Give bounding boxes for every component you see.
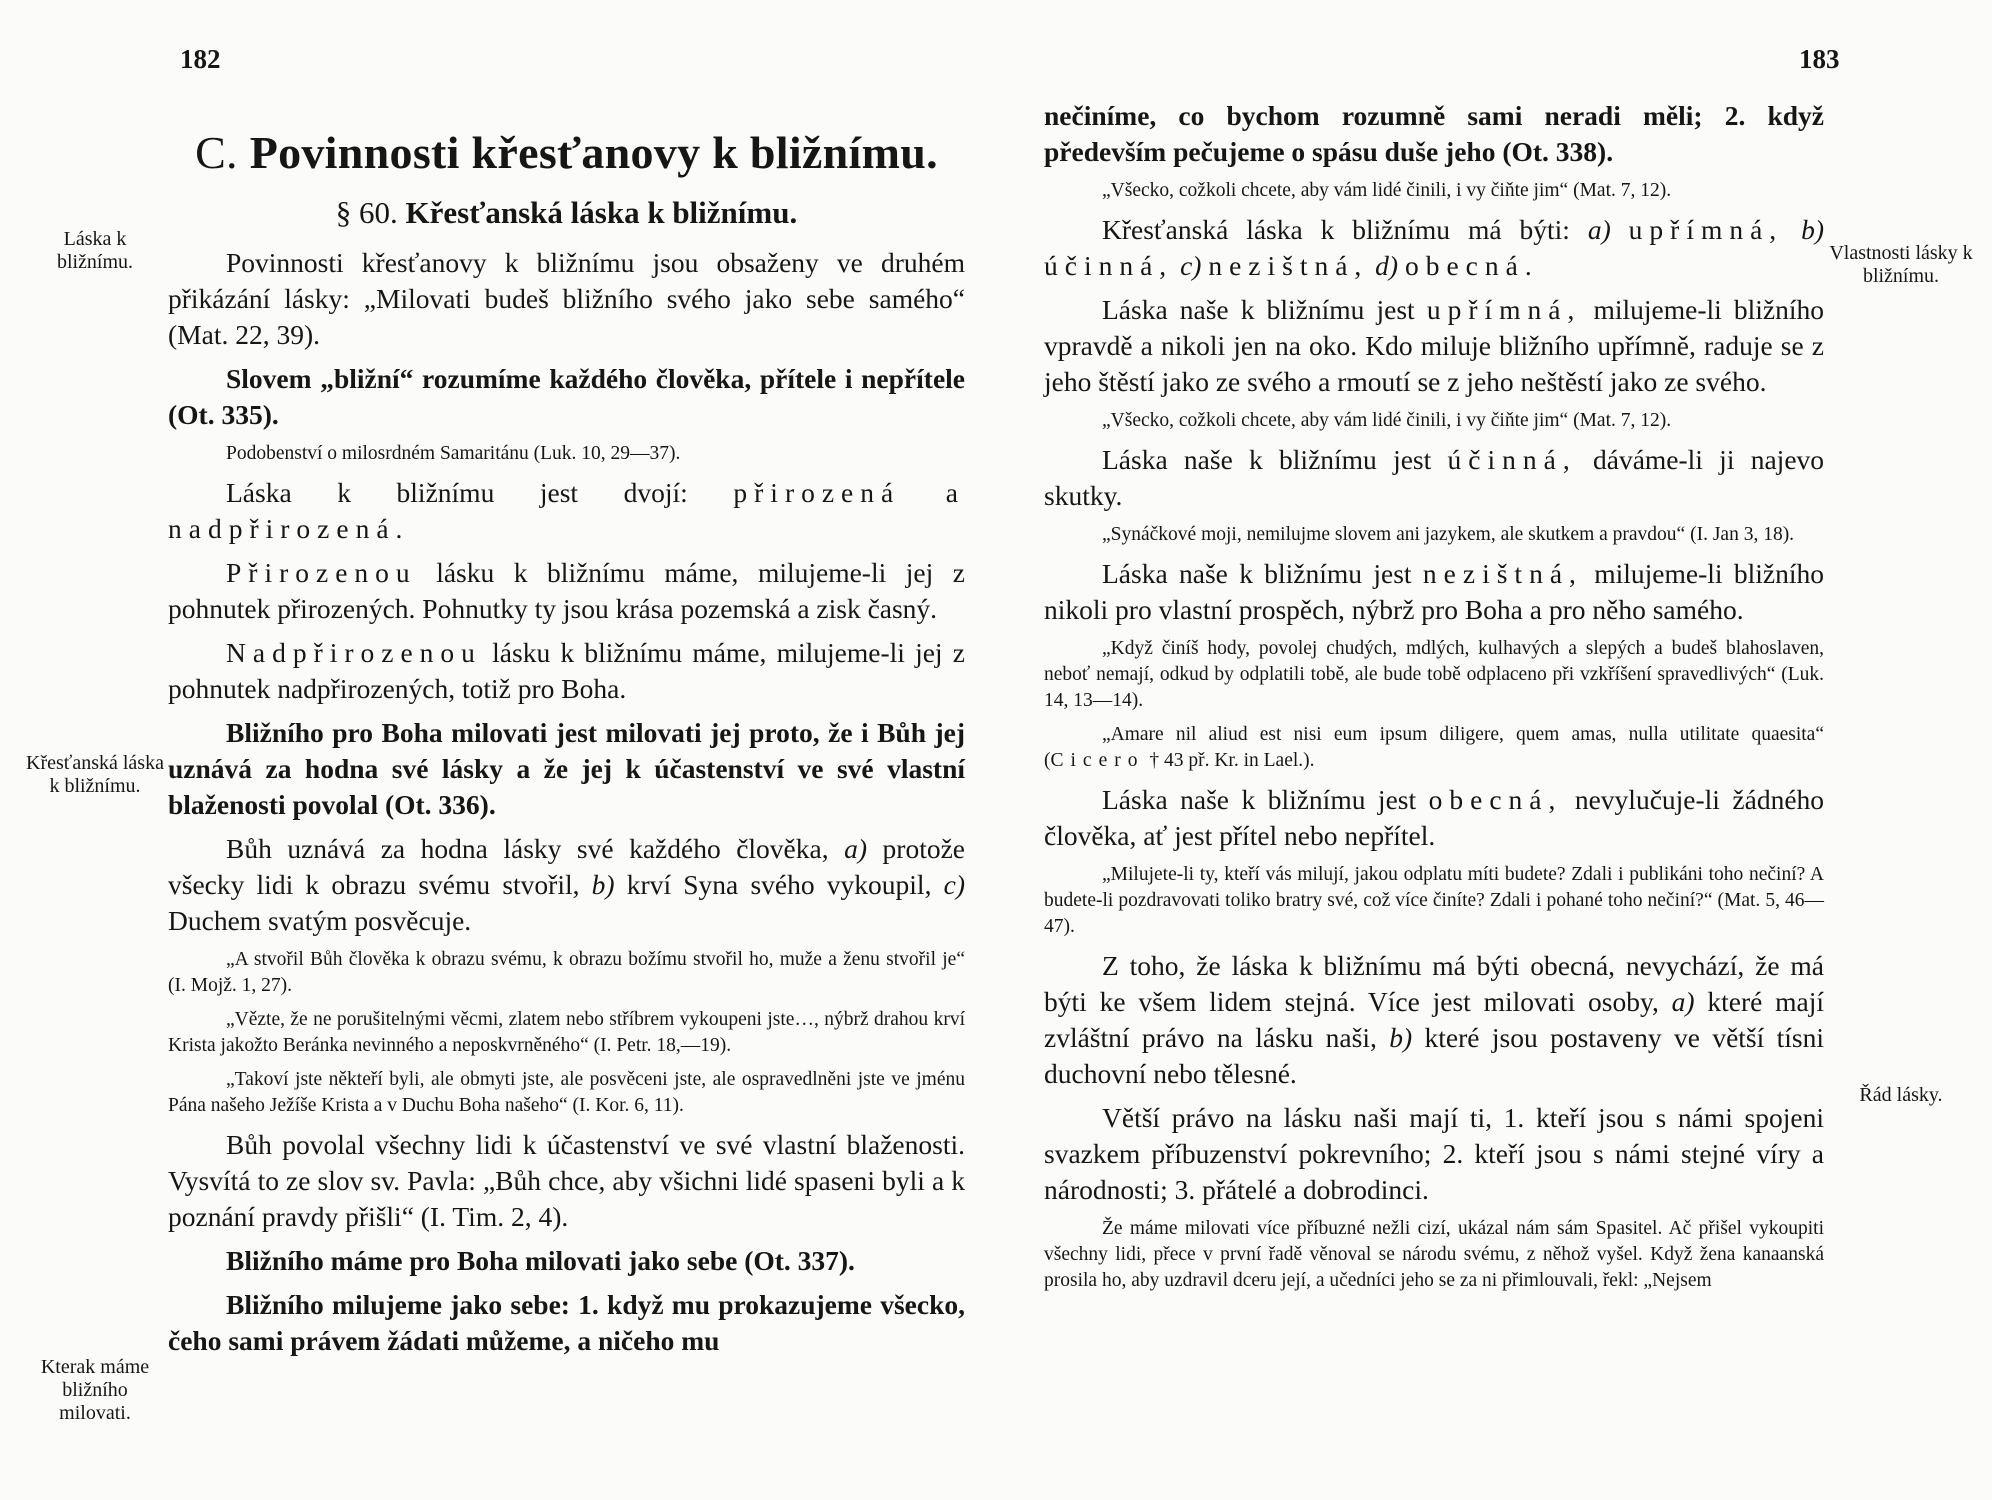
left-column [168,112,965,1367]
margin-note: Křesťanská láska k bližnímu. [26,752,164,797]
paragraph: Povinnosti křesťanovy k bližnímu jsou obsaženy ve druhém přikázání lásky: „Milovati budeš bližního svého jako sebe samého“ (Mat. 22, 39). [168,247,965,350]
paragraph: Láska k bližnímu jest dvojí: přirozená a nadpřirozená. [168,477,966,544]
section-title: § 60. Křesťanská láska k bližnímu. [335,195,798,230]
margin-note: Láska k bližnímu. [56,228,134,273]
paragraph: Přirozenou lásku k bližnímu máme, milujeme-li jej z pohnutek přirozených. Pohnutky ty jsou krása pozemská a zisk časný. [168,557,965,624]
quote: „Když činíš hody, povolej chudých, mdlých, kulhavých a slepých a budeš blahoslaven, neboť nemají, odkud by odplatili tobě, ale bude tobě odplaceno při vzkříšení spravedlivých“ (Luk. 14, 13—14). [1044,638,1824,711]
paragraph: Bůh uznává za hodna lásky své každého člověka, a) protože všecky lidi k obrazu svému stvořil, b) krví Syna svého vykoupil, c) Duchem svatým posvěcuje. [168,833,966,936]
paragraph: Láska naše k bližnímu jest obecná, nevylučuje-li žádného člověka, ať jest přítel nebo nepřítel. [1044,784,1825,851]
quote: „Milujete-li ty, kteří vás milují, jakou odplatu míti budete? Zdali i publikáni toho nečiní? A budete-li pozdravovati toliko bratry své, což více činíte? Zdali i pohané toho nečiní?“ (Mat. 5, 46—47). [1044,864,1824,937]
paragraph: Bůh povolal všechny lidi k účastenství ve své vlastní blaženosti. Vysvítá to ze slov sv. Pavla: „Bůh chce, aby všichni lidé spaseni byli a k poznání pravdy přišli“ (I. Tim. 2, 4). [168,1129,965,1232]
bold-paragraph: nečiníme, co bychom rozumně sami neradi měli; 2. když především pečujeme o spásu duše jeho (Ot. 338). [1044,100,1824,167]
paragraph: Láska naše k bližnímu jest účinná, dáváme-li ji najevo skutky. [1044,444,1825,511]
quote: Že máme milovati více příbuzné nežli cizí, ukázal nám sám Spasitel. Ač přišel vykoupiti všechny lidi, přece v první řadě věnoval se národu svému, z něhož vyšel. Když žena kanaanská prosila ho, aby uzdravil dceru její, a učedníci jeho se za ni přimlouvali, řekl: „Nejsem [1044,1218,1824,1291]
bold-paragraph: Bližního pro Boha milovati jest milovati jej proto, že i Bůh jej uznává za hodna své lásky a že jej k účastenství ve své vlastní blaženosti povolal (Ot. 336). [168,717,965,820]
quote: Podobenství o milosrdném Samaritánu (Luk. 10, 29—37). [226,443,681,464]
quote: „Takoví jste někteří byli, ale obmyti jste, ale posvěceni jste, ale ospravedlněni jste ve jménu Pána našeho Ježíše Krista a v Duchu Boha našeho“ (I. Kor. 6, 11). [168,1069,965,1116]
chapter-title: C. Povinnosti křesťanovy k bližnímu. [195,127,938,178]
margin-note: Kterak máme bližního milovati. [40,1356,150,1424]
bold-paragraph: Bližního máme pro Boha milovati jako sebe (Ot. 337). [226,1245,855,1276]
page-number: 182 [180,44,221,74]
bold-paragraph: Bližního milujeme jako sebe: 1. když mu prokazujeme všecko, čeho sami právem žádati můžeme, a ničeho mu [168,1289,965,1356]
paragraph: Křesťanská láska k bližnímu má býti: a) upřímná, b) účinná, c) nezištná, d) obecná. [1044,214,1825,281]
right-page [996,0,1992,1500]
paragraph: Nadpřirozenou lásku k bližnímu máme, milujeme-li jej z pohnutek nadpřirozených, totiž pro Boha. [168,637,965,704]
paragraph: Z toho, že láska k bližnímu má býti obecná, nevychází, že má býti ke všem lidem stejná. Více jest milovati osoby, a) které mají zvláštní právo na lásku naši, b) které jsou postaveny ve větší tísni duchovní nebo tělesné. [1044,950,1825,1089]
quote: „Všecko, cožkoli chcete, aby vám lidé činili, i vy čiňte jim“ (Mat. 7, 12). [1102,410,1672,431]
paragraph: Láska naše k bližnímu jest upřímná, milujeme-li bližního vpravdě a nikoli jen na oko. Kdo miluje bližního upřímně, raduje se z jeho štěstí jako ze svého a rmoutí se z jeho neštěstí jako ze svého. [1044,294,1825,397]
quote: „A stvořil Bůh člověka k obrazu svému, k obrazu božímu stvořil ho, muže a ženu stvořil je“ (I. Mojž. 1, 27). [168,949,965,996]
quote: „Všecko, cožkoli chcete, aby vám lidé činili, i vy čiňte jim“ (Mat. 7, 12). [1102,180,1672,201]
quote: „Vězte, že ne porušitelnými věcmi, zlatem nebo stříbrem vykoupeni jste…, nýbrž drahou krví Krista jakožto Beránka nevinného a neposkvrněného“ (I. Petr. 18,—19). [168,1009,965,1056]
quote: „Amare nil aliud est nisi eum ipsum diligere, quem amas, nulla utilitate quaesita“ (Cicero † 43 př. Kr. in Lael.). [1044,724,1824,771]
margin-note: Vlastnosti lásky k bližnímu. [1829,242,1973,287]
paragraph: Větší právo na lásku naši mají ti, 1. kteří jsou s námi spojeni svazkem příbuzenství pokrevního; 2. kteří jsou s námi stejné víry a národnosti; 3. přátelé a dobrodinci. [1044,1102,1824,1205]
page-number: 183 [1799,44,1840,74]
paragraph: Láska naše k bližnímu jest nezištná, milujeme-li bližního nikoli pro vlastní prospěch, nýbrž pro Boha a pro něho samého. [1044,558,1825,625]
margin-note: Řád lásky. [1859,1084,1943,1106]
quote: „Synáčkové moji, nemilujme slovem ani jazykem, ale skutkem a pravdou“ (I. Jan 3, 18). [1102,524,1795,545]
right-column [1044,98,1824,1302]
bold-paragraph: Slovem „bližní“ rozumíme každého člověka, přítele i nepřítele (Ot. 335). [168,363,965,430]
